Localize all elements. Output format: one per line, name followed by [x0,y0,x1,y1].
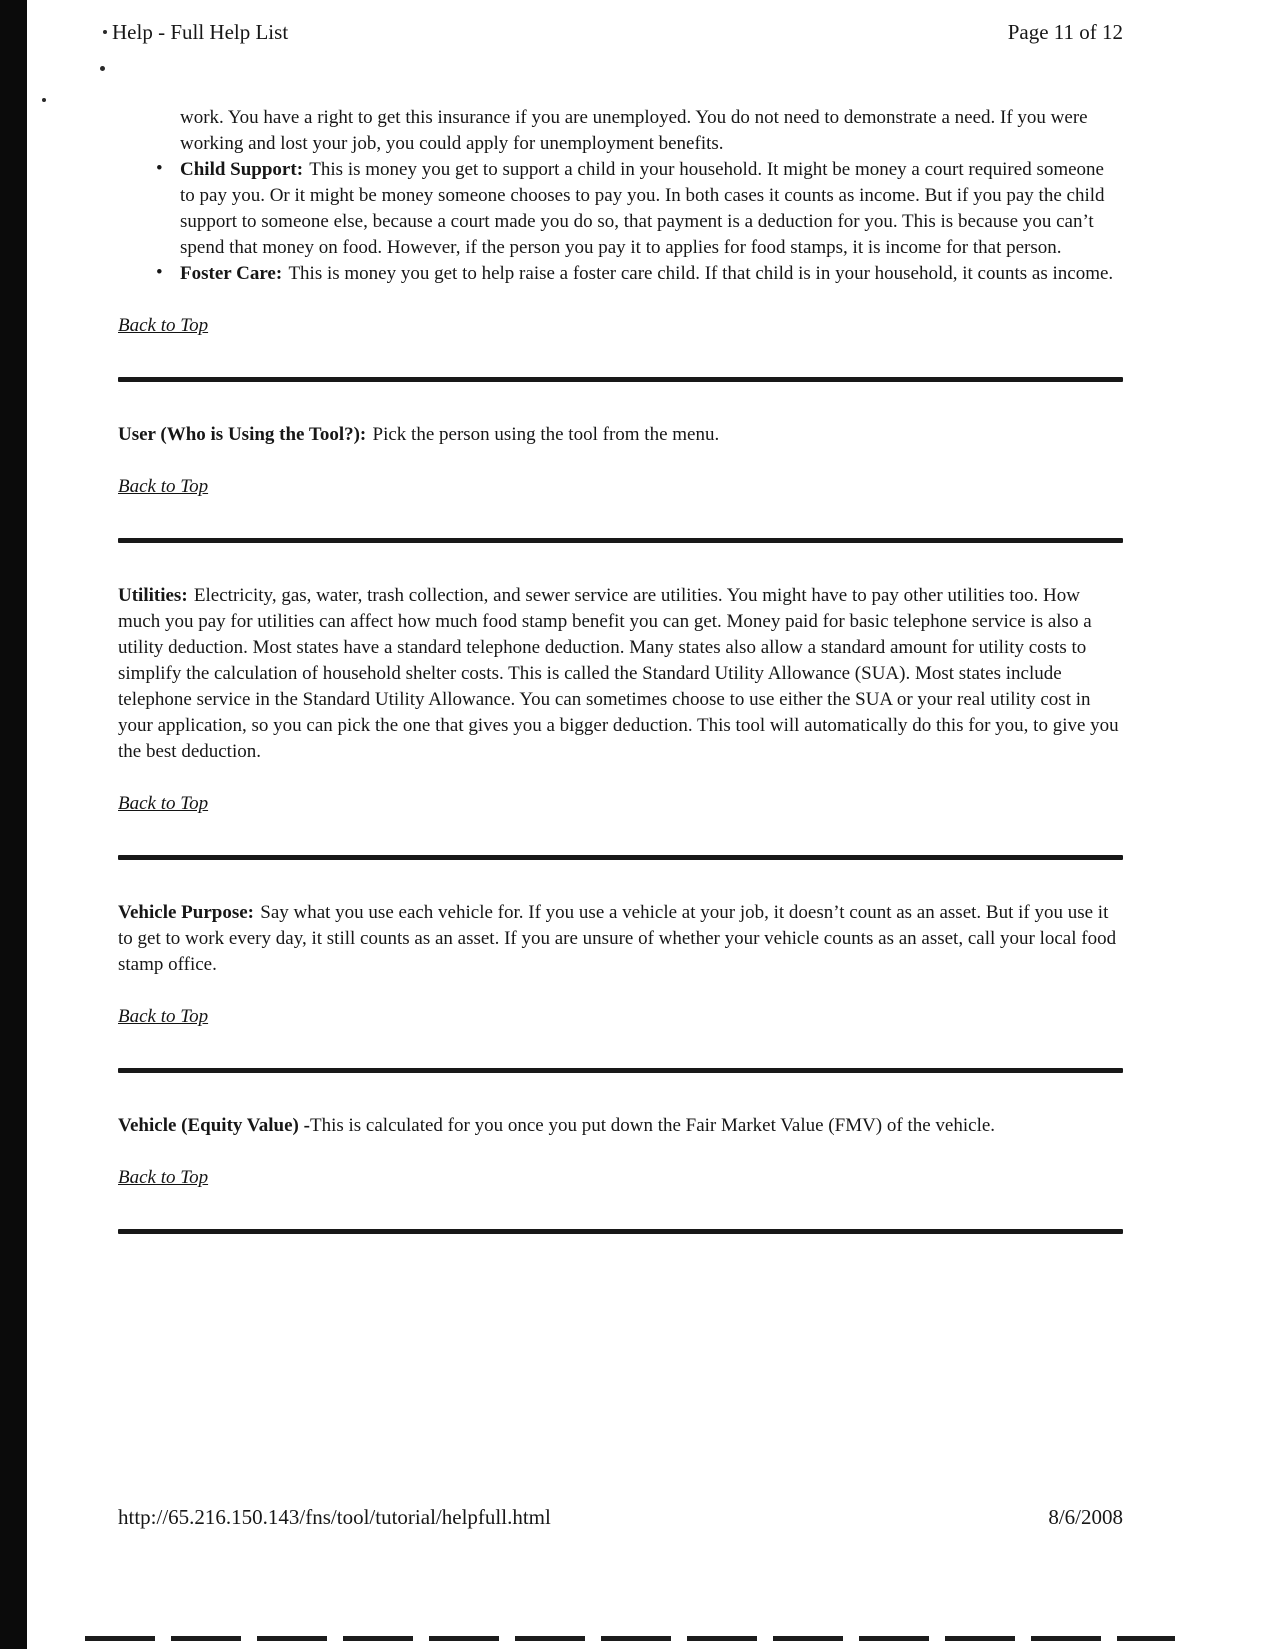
section-divider [118,377,1123,382]
page-footer [118,1505,1123,1530]
scan-speck [100,66,105,71]
footer-date: 8/6/2008 [1048,1505,1123,1529]
term-definition: This is money you get to help raise a foster care child. If that child is in your household, it counts as income. [288,263,1114,284]
term-definition: Electricity, gas, water, trash collection, and sewer service are utilities. You might have to pay other utilities too. How much you pay for utilities can affect how much food stamp benefit you can get. Money paid for basic telephone service is also a utility deduction. Most states have a standard telephone deduction. Many states also allow a standard amount for utility costs to simplify the calculation of household shelter costs. This is called the Standard Utility Allowance (SUA). Most states include telephone service in the Standard Utility Allowance. You can sometimes choose to use either the SUA or your real utility cost in your application, so you can pick the one that gives you a bigger deduction. This tool will automatically do this for you, to give you the best deduction. [118,585,1119,762]
term-definition: This is money you get to support a child in your household. It might be money a court required someone to pay you. Or it might be money someone chooses to pay you. In both cases it counts as income. But if you pay the child support to someone else, because a court made you do so, that payment is a deduction for you. This is because you can’t spend that money on food. However, if the person you pay it to applies for food stamps, it is income for that person. [180,159,1105,258]
footer-url: http://65.216.150.143/fns/tool/tutorial/helpfull.html [118,1505,551,1529]
back-to-top-link[interactable]: Back to Top [118,793,209,814]
section-vehicle-equity [118,1113,1123,1139]
page-header [0,0,1275,45]
term-definition: Pick the person using the tool from the menu. [372,424,720,445]
back-to-top-link[interactable]: Back to Top [118,1006,209,1027]
scan-edge-artifact [85,1636,1175,1641]
page-number: Page 11 of 12 [1007,20,1123,44]
section-vehicle-purpose [118,900,1123,978]
section-user [118,422,1123,448]
paragraph-continuation: work. You have a right to get this insurance if you are unemployed. You do not need to demonstrate a need. If you were working and lost your job, you could apply for unemployment benefits. [180,107,1088,154]
term-label: Child Support: [180,159,304,180]
list-item-foster-care [180,261,1123,287]
scan-speck [103,30,107,34]
list-item-child-support [180,157,1123,261]
help-content [118,105,1123,1234]
section-divider [118,1068,1123,1073]
income-types-block [118,105,1123,287]
section-utilities [118,583,1123,765]
term-definition: This is calculated for you once you put down the Fair Market Value (FMV) of the vehicle. [309,1115,996,1136]
section-divider [118,855,1123,860]
back-to-top-link[interactable]: Back to Top [118,476,209,497]
term-label: Vehicle (Equity Value) - [118,1115,310,1136]
section-divider [118,1229,1123,1234]
back-to-top-link[interactable]: Back to Top [118,1167,209,1188]
income-types-list [180,157,1123,287]
section-divider [118,538,1123,543]
document-title: Help - Full Help List [112,20,289,44]
back-to-top-link[interactable]: Back to Top [118,315,209,336]
term-label: Utilities: [118,585,188,606]
term-label: Vehicle Purpose: [118,902,254,923]
term-definition: Say what you use each vehicle for. If you use a vehicle at your job, it doesn’t count as an asset. But if you use it to get to work every day, it still counts as an asset. If you are unsure of whether your vehicle counts as an asset, call your local food stamp office. [118,902,1117,975]
term-label: User (Who is Using the Tool?): [118,424,367,445]
term-label: Foster Care: [180,263,283,284]
scan-speck [42,98,46,102]
scan-edge-artifact [0,0,27,1649]
